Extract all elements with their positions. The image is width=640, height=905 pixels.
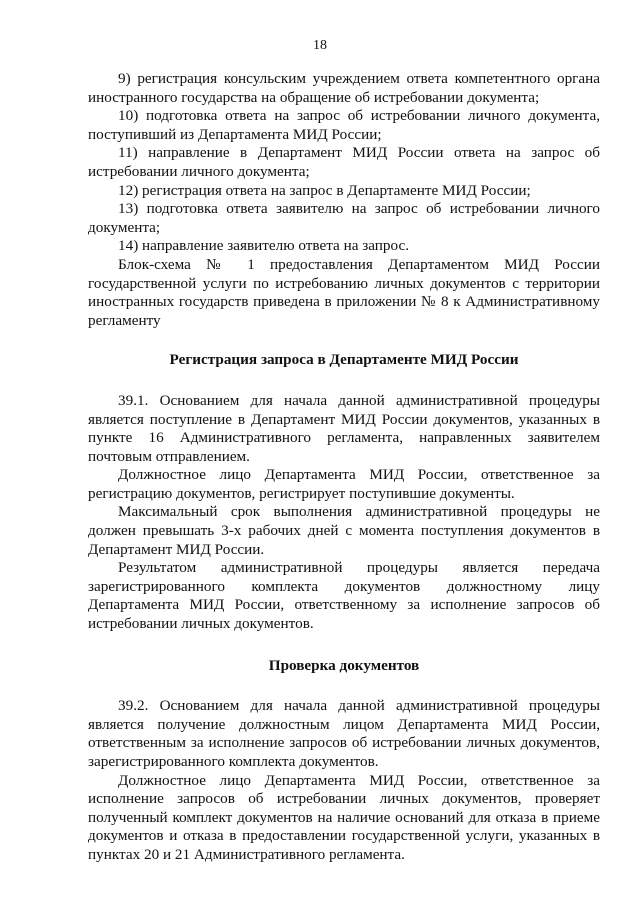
list-item: 9) регистрация консульским учреждением ответа компетентного органа иностранного государства на обращение об истребовании документа; — [88, 70, 600, 106]
list-item: 12) регистрация ответа на запрос в Департаменте МИД России; — [118, 181, 531, 199]
list-item: 14) направление заявителю ответа на запрос. — [118, 237, 410, 255]
paragraph: Должностное лицо Департамента МИД России, ответственное за регистрацию документов, регистрирует поступившие документы. — [88, 466, 600, 502]
paragraph: Результатом административной процедуры является передача зарегистрированного комплекта документов должностному лицу Департамента МИД России, ответственному за исполнение запросов об истребовании личных документов. — [88, 559, 600, 633]
page-number: 18 — [313, 38, 327, 53]
list-item: 13) подготовка ответа заявителю на запрос об истребовании личного документа; — [88, 200, 600, 236]
section-heading-registration: Регистрация запроса в Департаменте МИД России — [169, 351, 519, 369]
paragraph: 39.1. Основанием для начала данной административной процедуры является поступление в Департамент МИД России документов, указанных в пункте 16 Административного регламента, направленных заявителем почтовым отправлением. — [88, 391, 600, 465]
paragraph: Максимальный срок выполнения административной процедуры не должен превышать 3-х рабочих дней с момента поступления документов в Департамент МИД России. — [88, 503, 600, 558]
block-scheme-paragraph: Блок-схема № 1 предоставления Департаментом МИД России государственной услуги по истребованию личных документов с территории иностранных государств приведена в приложении № 8 к Административному регламенту — [88, 255, 600, 329]
list-item: 10) подготовка ответа на запрос об истребовании личного документа, поступивший из Департамента МИД России; — [88, 107, 600, 143]
section-verification — [88, 697, 600, 864]
procedure-list — [88, 70, 600, 256]
paragraph: Должностное лицо Департамента МИД России, ответственное за исполнение запросов об истребовании личных документов, проверяет полученный комплект документов на наличие оснований для отказа в приеме документов и отказа в предоставлении государственной услуги, указанных в пунктах 20 и 21 Административного регламента. — [88, 771, 600, 863]
document-body — [88, 70, 600, 865]
list-item: 11) направление в Департамент МИД России ответа на запрос об истребовании личного документа; — [88, 144, 600, 180]
section-registration — [88, 392, 600, 634]
section-heading-verification: Проверка документов — [268, 656, 420, 674]
paragraph: 39.2. Основанием для начала данной административной процедуры является получение должностным лицом Департамента МИД России, ответственным за исполнение запросов об истребовании личных документов, зарегистрированного комплекта документов. — [88, 697, 600, 770]
